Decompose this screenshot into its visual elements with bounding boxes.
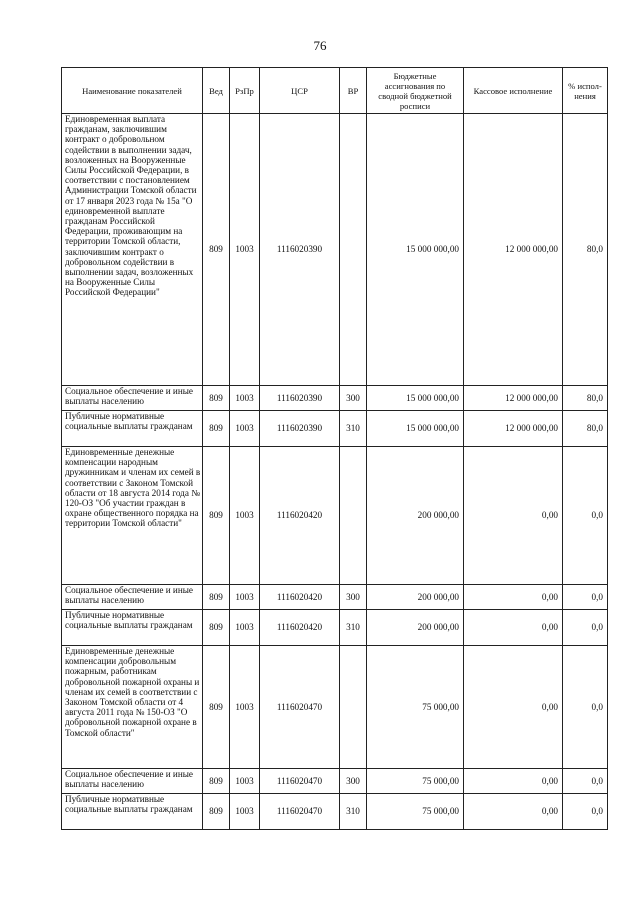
page-number: 76 bbox=[313, 38, 327, 53]
row-budget: 200 000,00 bbox=[367, 610, 464, 646]
row-name: Социальное обеспечение и иные выплаты населению bbox=[62, 386, 203, 411]
row-budget: 15 000 000,00 bbox=[367, 411, 464, 447]
row-csr: 1116020420 bbox=[260, 610, 340, 646]
row-name: Единовременные денежные компенсации добровольным пожарным, работникам добровольной пожарной охраны и членам их семей в соответствии с Законом Томской области от 4 августа 2011 года № 150-ОЗ "О добровольной пожарной охране в Томской области" bbox=[62, 646, 203, 769]
row-rzpr: 1003 bbox=[230, 646, 260, 769]
row-pct: 0,0 bbox=[563, 610, 608, 646]
row-csr: 1116020390 bbox=[260, 386, 340, 411]
row-csr: 1116020470 bbox=[260, 769, 340, 794]
row-csr: 1116020420 bbox=[260, 447, 340, 585]
header-budget: Бюджетные ассигнования по сводной бюджетной росписи bbox=[367, 68, 464, 114]
row-rzpr: 1003 bbox=[230, 114, 260, 386]
row-budget: 75 000,00 bbox=[367, 769, 464, 794]
row-rzpr: 1003 bbox=[230, 610, 260, 646]
row-cash: 0,00 bbox=[464, 447, 563, 585]
row-ved: 809 bbox=[203, 610, 230, 646]
row-csr: 1116020420 bbox=[260, 585, 340, 610]
row-rzpr: 1003 bbox=[230, 585, 260, 610]
row-budget: 75 000,00 bbox=[367, 646, 464, 769]
row-name: Публичные нормативные социальные выплаты гражданам bbox=[62, 794, 203, 830]
row-vr: 300 bbox=[340, 386, 367, 411]
row-budget: 200 000,00 bbox=[367, 447, 464, 585]
row-pct: 80,0 bbox=[563, 411, 608, 447]
header-rzpr: РзПр bbox=[230, 68, 260, 114]
row-budget: 15 000 000,00 bbox=[367, 386, 464, 411]
row-ved: 809 bbox=[203, 386, 230, 411]
row-rzpr: 1003 bbox=[230, 411, 260, 447]
table-row bbox=[62, 114, 608, 386]
table-row bbox=[62, 769, 608, 794]
row-rzpr: 1003 bbox=[230, 447, 260, 585]
row-vr: 300 bbox=[340, 769, 367, 794]
row-csr: 1116020390 bbox=[260, 411, 340, 447]
row-cash: 0,00 bbox=[464, 585, 563, 610]
row-csr: 1116020470 bbox=[260, 646, 340, 769]
row-pct: 0,0 bbox=[563, 769, 608, 794]
row-vr: 310 bbox=[340, 411, 367, 447]
row-rzpr: 1003 bbox=[230, 386, 260, 411]
row-name: Публичные нормативные социальные выплаты гражданам bbox=[62, 411, 203, 447]
row-pct: 80,0 bbox=[563, 114, 608, 386]
row-vr bbox=[340, 447, 367, 585]
header-vr: ВР bbox=[340, 68, 367, 114]
row-vr: 300 bbox=[340, 585, 367, 610]
row-budget: 15 000 000,00 bbox=[367, 114, 464, 386]
row-ved: 809 bbox=[203, 114, 230, 386]
table-row bbox=[62, 646, 608, 769]
row-ved: 809 bbox=[203, 769, 230, 794]
table-row bbox=[62, 794, 608, 830]
row-vr: 310 bbox=[340, 794, 367, 830]
row-pct: 0,0 bbox=[563, 447, 608, 585]
row-ved: 809 bbox=[203, 411, 230, 447]
row-name: Публичные нормативные социальные выплаты гражданам bbox=[62, 610, 203, 646]
row-cash: 12 000 000,00 bbox=[464, 114, 563, 386]
row-pct: 80,0 bbox=[563, 386, 608, 411]
row-budget: 75 000,00 bbox=[367, 794, 464, 830]
row-cash: 0,00 bbox=[464, 646, 563, 769]
row-cash: 0,00 bbox=[464, 794, 563, 830]
row-rzpr: 1003 bbox=[230, 769, 260, 794]
budget-execution-table bbox=[61, 67, 608, 830]
header-cash: Кассовое исполнение bbox=[464, 68, 563, 114]
row-cash: 12 000 000,00 bbox=[464, 411, 563, 447]
row-csr: 1116020470 bbox=[260, 794, 340, 830]
table-row bbox=[62, 386, 608, 411]
row-cash: 0,00 bbox=[464, 610, 563, 646]
table-row bbox=[62, 610, 608, 646]
table-row bbox=[62, 585, 608, 610]
row-vr: 310 bbox=[340, 610, 367, 646]
header-ved: Вед bbox=[203, 68, 230, 114]
row-ved: 809 bbox=[203, 447, 230, 585]
row-pct: 0,0 bbox=[563, 794, 608, 830]
row-csr: 1116020390 bbox=[260, 114, 340, 386]
header-name: Наименование показателей bbox=[62, 68, 203, 114]
row-ved: 809 bbox=[203, 585, 230, 610]
row-name: Социальное обеспечение и иные выплаты населению bbox=[62, 585, 203, 610]
table-row bbox=[62, 447, 608, 585]
row-pct: 0,0 bbox=[563, 646, 608, 769]
row-budget: 200 000,00 bbox=[367, 585, 464, 610]
row-vr bbox=[340, 114, 367, 386]
row-name: Единовременная выплата гражданам, заключившим контракт о добровольном содействии в выполнении задач, возложенных на Вооруженные Силы Российской Федерации, в соответствии с постановлением Администрации Томской области от 17 января 2023 года № 15а "О единовременной выплате гражданам Российской Федерации, проживающим на территории Томской области, заключившим контракт о добровольном содействии в выполнении задач, возложенных на Вооруженные Силы Российской Федерации" bbox=[62, 114, 203, 386]
row-name: Единовременные денежные компенсации народным дружинникам и членам их семей в соответствии с Законом Томской области от 18 августа 2014 года № 120-ОЗ "Об участии граждан в охране общественного порядка на территории Томской области" bbox=[62, 447, 203, 585]
row-ved: 809 bbox=[203, 794, 230, 830]
row-vr bbox=[340, 646, 367, 769]
table-row bbox=[62, 411, 608, 447]
row-ved: 809 bbox=[203, 646, 230, 769]
row-pct: 0,0 bbox=[563, 585, 608, 610]
row-name: Социальное обеспечение и иные выплаты населению bbox=[62, 769, 203, 794]
table-header-row bbox=[62, 68, 608, 114]
header-pct: % испол-нения bbox=[563, 68, 608, 114]
row-cash: 12 000 000,00 bbox=[464, 386, 563, 411]
header-csr: ЦСР bbox=[260, 68, 340, 114]
row-rzpr: 1003 bbox=[230, 794, 260, 830]
row-cash: 0,00 bbox=[464, 769, 563, 794]
